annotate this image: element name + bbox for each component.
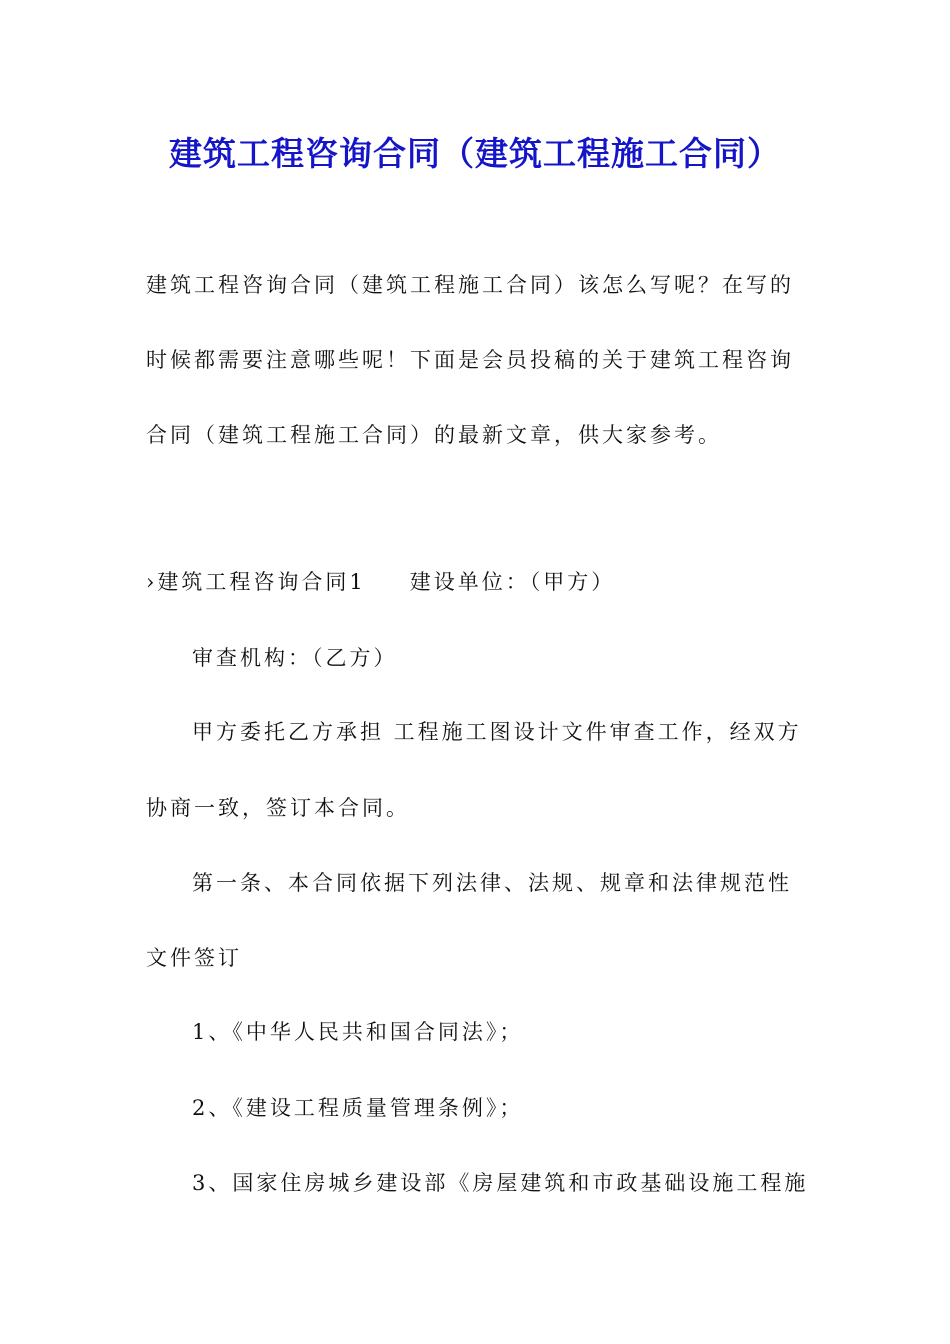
article-1-line-2: 文件签订 [146,946,242,970]
section-heading-line [146,567,615,597]
paragraph-1-line-1: 甲方委托乙方承担 工程施工图设计文件审查工作，经双方 [192,720,802,744]
intro-line-2: 时候都需要注意哪些呢！下面是会员投稿的关于建筑工程咨询 [146,348,794,372]
party-b-label: 审查机构：（乙方） [192,646,398,670]
list-item-3: 3、国家住房城乡建设部《房屋建筑和市政基础设施工程施 [192,1171,809,1195]
document-title: 建筑工程咨询合同（建筑工程施工合同） [169,134,781,173]
list-item-1: 1、《中华人民共和国合同法》； [192,1020,524,1044]
party-a-label: 建设单位：（甲方） [409,570,616,594]
list-item-2: 2、《建设工程质量管理条例》； [192,1096,524,1120]
article-1-line-1: 第一条、本合同依据下列法律、法规、规章和法律规范性 [192,871,792,895]
intro-line-1: 建筑工程咨询合同（建筑工程施工合同）该怎么写呢？在写的 [146,273,794,297]
section-heading: ›建筑工程咨询合同1 [146,570,366,594]
intro-line-3: 合同（建筑工程施工合同）的最新文章，供大家参考。 [146,423,722,447]
paragraph-1-line-2: 协商一致，签订本合同。 [146,796,410,820]
